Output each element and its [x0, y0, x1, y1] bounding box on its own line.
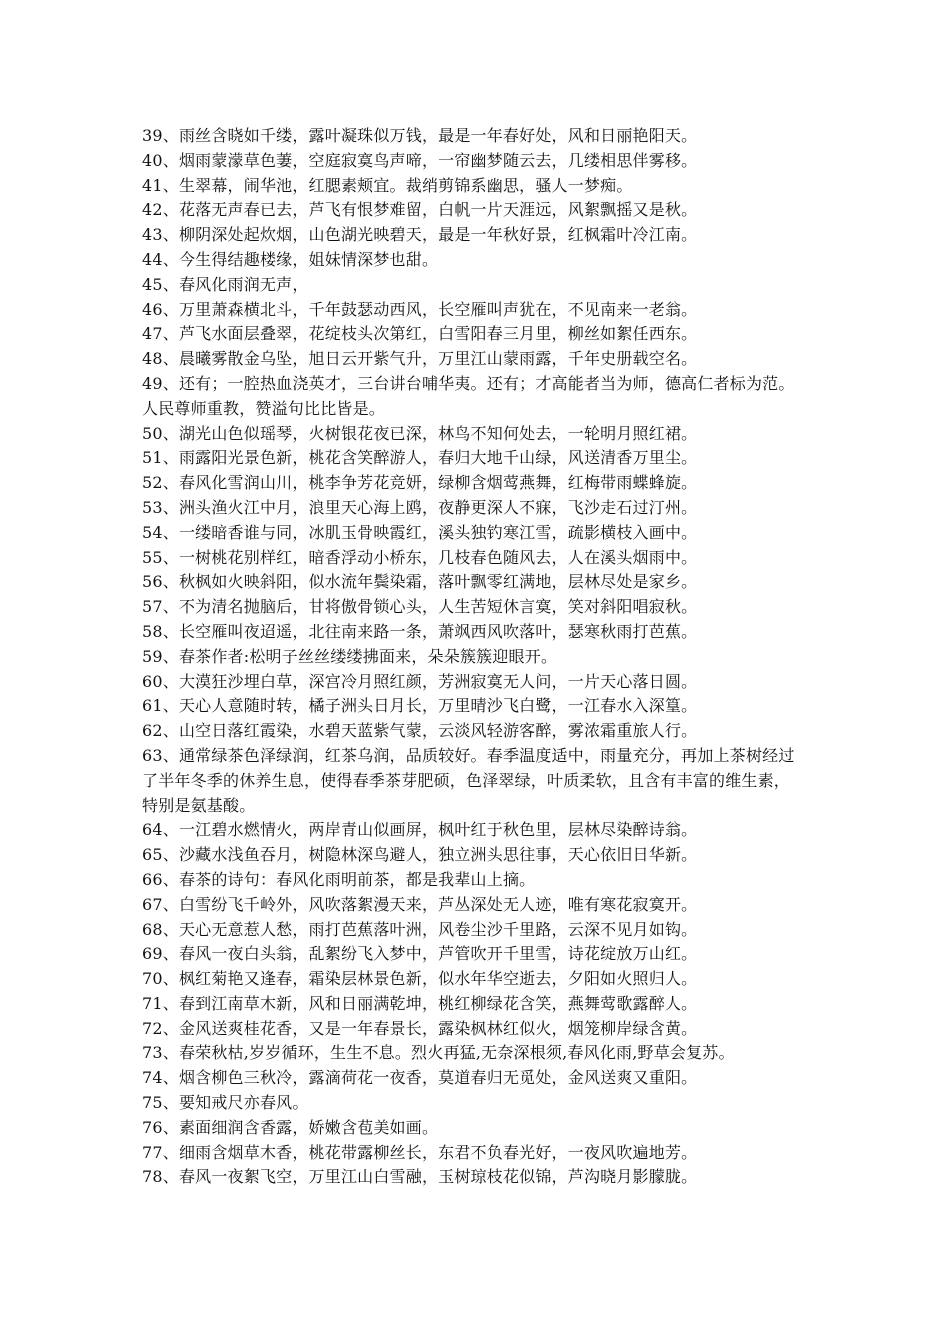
poem-entry: 54、一缕暗香谁与同，冰肌玉骨映霞红，溪头独钓寒江雪，疏影横枝入画中。: [142, 522, 698, 542]
poem-entry: 53、洲头渔火江中月，浪里天心海上鸥，夜静更深人不寐，飞沙走石过汀州。: [142, 497, 698, 517]
poem-entry: 67、白雪纷飞千岭外，风吹落絮漫天来，芦丛深处无人迹，唯有寒花寂寞开。: [142, 894, 698, 914]
poem-entry: 61、天心人意随时转，橘子洲头日月长，万里晴沙飞白鹭，一江春水入深篁。: [142, 696, 698, 716]
poem-entry: 39、雨丝含晓如千缕，露叶凝珠似万钱，最是一年春好处，风和日丽艳阳天。: [142, 126, 698, 145]
poem-entry: 48、晨曦雾散金乌坠，旭日云开紫气升，万里江山蒙雨露，千年史册载空名。: [142, 349, 698, 369]
poem-entry: 42、花落无声春已去，芦飞有恨梦难留，白帆一片天涯远，风絮飘摇又是秋。: [142, 200, 698, 220]
poem-entry: 78、春风一夜絮飞空，万里江山白雪融，玉树琼枝花似锦，芦沟晓月影朦胧。: [142, 1167, 698, 1187]
poem-entry: 62、山空日落红霞染，水碧天蓝紫气蒙，云淡风轻游客醉，雾浓霜重旅人行。: [142, 721, 698, 741]
poem-entry: 68、天心无意惹人愁，雨打芭蕉落叶洲，风卷尘沙千里路，云深不见月如钩。: [142, 919, 698, 939]
poem-entry: 50、湖光山色似瑶琴，火树银花夜已深，林鸟不知何处去，一轮明月照红裙。: [142, 423, 698, 443]
poem-entry: 51、雨露阳光景色新，桃花含笑醉游人，春归大地千山绿，风送清香万里尘。: [142, 448, 698, 468]
poem-entry: 43、柳阴深处起炊烟，山色湖光映碧天，最是一年秋好景，红枫霜叶冷江南。: [142, 225, 698, 245]
poem-entry: 73、春荣秋枯,岁岁循环，生生不息。烈火再猛,无奈深根须,春风化雨,野草会复苏。: [142, 1043, 735, 1063]
poem-entry: 57、不为清名抛脑后，甘将傲骨锁心头，人生苦短休言寞，笑对斜阳唱寂秋。: [142, 597, 698, 617]
poem-entry: 71、春到江南草木新，风和日丽满乾坤，桃红柳绿花含笑，燕舞莺歌露醉人。: [142, 993, 698, 1013]
poem-entry: 44、今生得结趣楼缘，姐妹情深梦也甜。: [142, 249, 439, 269]
poem-entry: 55、一树桃花别样红，暗香浮动小桥东，几枝春色随风去，人在溪头烟雨中。: [142, 547, 698, 567]
poem-entry: 63、通常绿茶色泽绿润，红茶乌润，品质较好。春季温度适中，雨量充分，再加上茶树经过了半年冬季的休养生息，使得春季茶芽肥硕，色泽翠绿，叶质柔软，且含有丰富的维生素，特别是氨基酸。: [142, 745, 795, 815]
poem-entry: 74、烟含柳色三秋冷，露滴荷花一夜香，莫道春归无觅处，金风送爽又重阳。: [142, 1068, 698, 1088]
poem-list: [142, 124, 802, 1190]
poem-entry: 77、细雨含烟草木香，桃花带露柳丝长，东君不负春光好，一夜风吹遍地芳。: [142, 1142, 698, 1162]
poem-entry: 40、烟雨蒙濛草色萋，空庭寂寞鸟声啼，一帘幽梦随云去，几缕相思伴雾移。: [142, 150, 698, 170]
poem-entry: 49、还有；一腔热血浇英才，三台讲台哺华夷。还有；才高能者当为师，德高仁者标为范。人民尊师重教，赞溢句比比皆是。: [142, 373, 795, 418]
poem-entry: 64、一江碧水燃情火，两岸青山似画屏，枫叶红于秋色里，层林尽染醉诗翁。: [142, 820, 698, 840]
poem-entry: 75、要知戒尺亦春风。: [142, 1093, 309, 1113]
poem-entry: 45、春风化雨润无声，: [142, 274, 309, 294]
poem-entry: 76、素面细润含香露，娇嫩含苞美如画。: [142, 1117, 439, 1137]
poem-entry: 56、秋枫如火映斜阳，似水流年鬓染霜，落叶飘零红满地，层林尽处是家乡。: [142, 572, 698, 592]
poem-entry: 70、枫红菊艳又逢春，霜染层林景色新，似水年华空逝去，夕阳如火照归人。: [142, 969, 698, 989]
poem-entry: 72、金风送爽桂花香，又是一年春景长，露染枫林红似火，烟笼柳岸绿含黄。: [142, 1018, 698, 1038]
poem-entry: 59、春茶作者:松明子丝丝缕缕拂面来，朵朵簇簇迎眼开。: [142, 646, 558, 666]
poem-entry: 47、芦飞水面层叠翠，花绽枝头次第红，白雪阳春三月里，柳丝如絮任西东。: [142, 324, 698, 344]
poem-entry: 52、春风化雪润山川，桃李争芳花竞妍，绿柳含烟莺燕舞，红梅带雨蝶蜂旋。: [142, 473, 698, 493]
poem-entry: 58、长空雁叫夜迢遥，北往南来路一条，萧飒西风吹落叶，瑟寒秋雨打芭蕉。: [142, 621, 698, 641]
poem-entry: 69、春风一夜白头翁，乱絮纷飞入梦中，芦管吹开千里雪，诗花绽放万山红。: [142, 944, 698, 964]
poem-entry: 60、大漠狂沙埋白草，深宫冷月照红颜，芳洲寂寞无人问，一片天心落日圆。: [142, 671, 698, 691]
poem-entry: 41、生翠幕，闹华池，红腮素颊宜。裁绡剪锦系幽思，骚人一梦痴。: [142, 175, 633, 195]
poem-entry: 66、春茶的诗句：春风化雨明前茶，都是我辈山上摘。: [142, 869, 536, 889]
poem-entry: 65、沙藏水浅鱼吞月，树隐林深鸟避人，独立洲头思往事，天心依旧日华新。: [142, 845, 698, 865]
poem-entry: 46、万里萧森横北斗，千年鼓瑟动西风，长空雁叫声犹在，不见南来一老翁。: [142, 299, 698, 319]
